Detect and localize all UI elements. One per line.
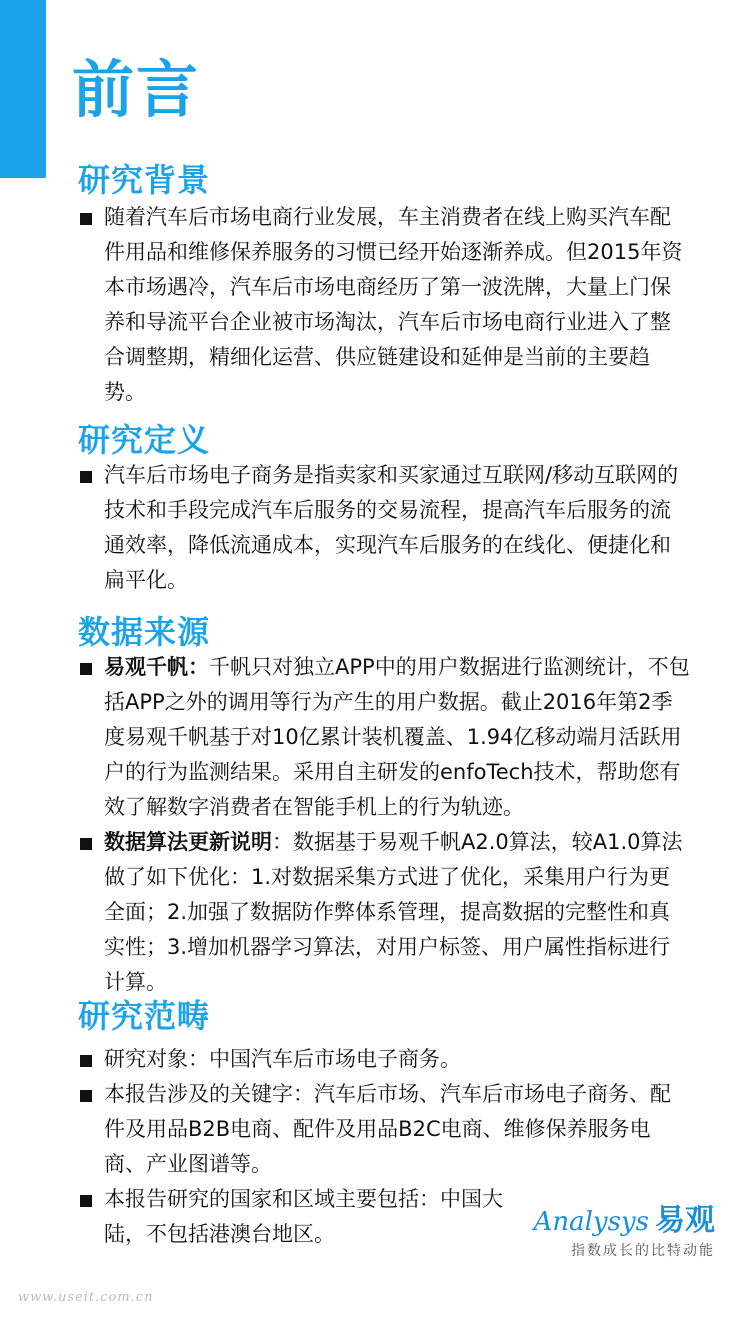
square-bullet-icon — [80, 1090, 92, 1102]
list-item — [78, 458, 690, 598]
accent-bar — [0, 0, 46, 178]
background-text: 随着汽车后市场电商行业发展，车主消费者在线上购买汽车配件用品和维修保养服务的习惯已经开始逐渐养成。但2015年资本市场遇冷，汽车后市场电商经历了第一波洗牌，大量上门保养和导流平台企业被市场淘汰，汽车后市场电商行业进入了整合调整期，精细化运营、供应链建设和延伸是当前的主要趋势。 — [104, 205, 683, 404]
scope-object-text: 研究对象：中国汽车后市场电子商务。 — [104, 1047, 461, 1071]
logo-slogan: 指数成长的比特动能 — [571, 1243, 715, 1259]
data-source-list — [78, 650, 690, 1000]
logo-brand — [534, 1204, 715, 1239]
scope-keywords-text: 本报告涉及的关键字：汽车后市场、汽车后市场电子商务、配件及用品B2B电商、配件及用品B2C电商、维修保养服务电商、产业图谱等。 — [104, 1082, 671, 1176]
list-item — [78, 650, 690, 825]
scope-region-text: 本报告研究的国家和区域主要包括：中国大陆，不包括港澳台地区。 — [104, 1187, 503, 1246]
qianfan-lead: 易观千帆： — [104, 655, 209, 679]
square-bullet-icon — [80, 471, 92, 483]
algorithm-text: ：数据基于易观千帆A2.0算法，较A1.0算法做了如下优化：1.对数据采集方式进了优化，采集用户行为更全面；2.加强了数据防作弊体系管理，提高数据的完整性和真实性；3.增加机器学习算法，对用户标签、用户属性指标进行计算。 — [104, 830, 683, 994]
analysys-logo — [534, 1204, 715, 1261]
page-title: 前言 — [72, 53, 201, 126]
definition-text: 汽车后市场电子商务是指卖家和买家通过互联网/移动互联网的技术和手段完成汽车后服务的交易流程，提高汽车后服务的流通效率，降低流通成本，实现汽车后服务的在线化、便捷化和扁平化。 — [104, 463, 679, 592]
heading-background: 研究背景 — [78, 161, 211, 199]
qianfan-text: 千帆只对独立APP中的用户数据进行监测统计，不包括APP之外的调用等行为产生的用户数据。截止2016年第2季度易观千帆基于对10亿累计装机覆盖、1.94亿移动端月活跃用户的行为监测结果。采用自主研发的enfoTech技术，帮助您有效了解数字消费者在智能手机上的行为轨迹。 — [104, 655, 690, 819]
heading-data-source: 数据来源 — [78, 613, 211, 651]
square-bullet-icon — [80, 838, 92, 850]
heading-definition: 研究定义 — [78, 421, 211, 459]
square-bullet-icon — [80, 213, 92, 225]
list-item — [78, 1077, 690, 1182]
logo-brand-cn: 易观 — [655, 1203, 715, 1238]
logo-brand-en: Analysys — [533, 1207, 649, 1237]
background-list — [78, 200, 690, 410]
square-bullet-icon — [80, 663, 92, 675]
heading-scope: 研究范畴 — [78, 997, 211, 1035]
list-item — [78, 1042, 690, 1077]
watermark: www.useit.com.cn — [18, 1290, 154, 1305]
definition-list — [78, 458, 690, 598]
list-item — [78, 825, 690, 1000]
algorithm-lead: 数据算法更新说明 — [104, 830, 272, 854]
square-bullet-icon — [80, 1195, 92, 1207]
list-item — [78, 200, 690, 410]
square-bullet-icon — [80, 1055, 92, 1067]
